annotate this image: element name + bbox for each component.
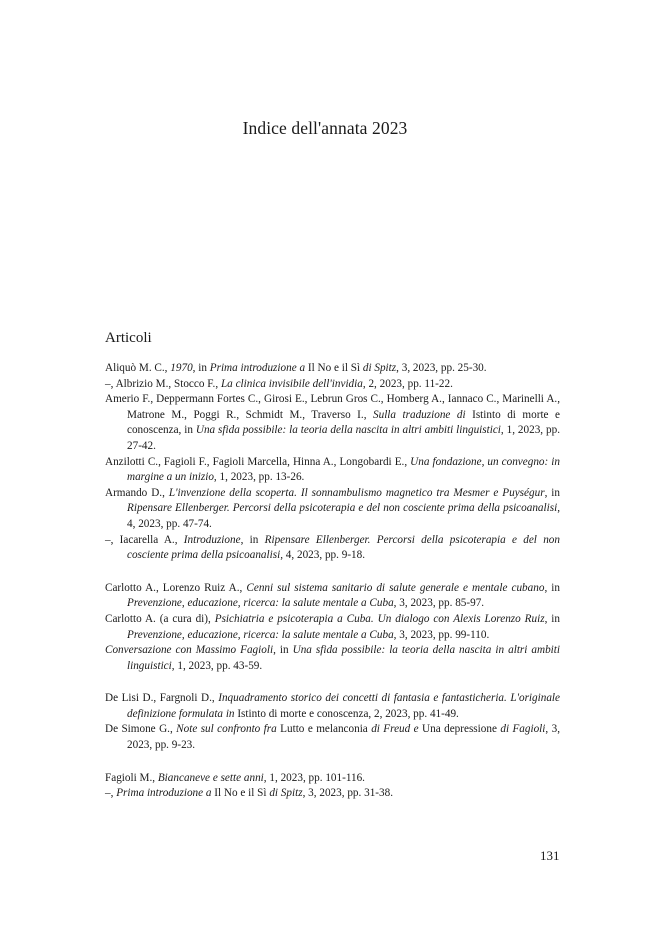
- text-segment: , in: [192, 362, 210, 374]
- index-entry: [105, 486, 560, 533]
- italic-title-segment: Prima introduzione a: [116, 787, 212, 800]
- text-segment: De Lisi D., Fargnoli D.,: [105, 692, 219, 705]
- group-spacer: [105, 564, 560, 581]
- text-segment: , in: [544, 581, 560, 594]
- italic-title-segment: Biancaneve e sette anni: [157, 771, 264, 784]
- italic-title-segment: Note sul confronto fra: [176, 723, 277, 736]
- text-segment: Una depressione: [418, 723, 501, 736]
- index-entry: [105, 612, 560, 643]
- italic-title-segment: di Fagioli: [500, 723, 546, 736]
- text-segment: Amerio F., Deppermann Fortes C., Girosi E., Lebrun Gros C., Homberg A., Iannaco C., Marinelli A., Matrone M., Poggi R., Schmidt M., Traverso I.,: [105, 393, 560, 421]
- text-segment: Armando D.,: [105, 486, 169, 499]
- italic-title-segment: Psichiatria e psicoterapia a Cuba. Un dialogo con Alexis Lorenzo Ruiz: [214, 612, 545, 625]
- text-segment: Il No e il Sì: [305, 362, 363, 374]
- page-number: 131: [540, 848, 560, 863]
- text-segment: Carlotto A., Lorenzo Ruiz A.,: [105, 581, 247, 594]
- text-segment: , 1, 2023, pp. 27-42.: [127, 424, 560, 452]
- italic-title-segment: di Spitz: [362, 362, 397, 374]
- text-segment: , in: [240, 533, 265, 546]
- text-segment: Fagioli M.,: [105, 771, 158, 784]
- text-segment: , 4, 2023, pp. 9-18.: [280, 549, 366, 562]
- italic-title-segment: Ripensare Ellenberger. Percorsi della psicoterapia e del non cosciente prima della psicoanalisi: [127, 533, 560, 562]
- index-entry: [105, 533, 560, 564]
- text-segment: , 2, 2023, pp. 11-22.: [362, 377, 453, 390]
- italic-title-segment: di Spitz: [269, 787, 303, 800]
- text-segment: Istinto di morte e conoscenza, 2, 2023, pp. 41-49.: [234, 707, 459, 720]
- group-spacer: [105, 674, 560, 691]
- text-segment: De Simone G.,: [105, 723, 177, 736]
- italic-title-segment: Ripensare Ellenberger. Percorsi della psicoterapia e del non cosciente prima della psicoanalisi: [127, 502, 558, 515]
- index-entry: [105, 377, 560, 393]
- text-segment: –, Iacarella A.,: [105, 533, 184, 546]
- index-entry: [105, 643, 560, 674]
- italic-title-segment: L'invenzione della scoperta. Il sonnambulismo magnetico tra Mesmer e Puységur: [168, 486, 545, 499]
- text-segment: , 3, 2023, pp. 85-97.: [393, 597, 485, 610]
- index-entry: [105, 691, 560, 722]
- text-segment: Anzilotti C., Fagioli F., Fagioli Marcella, Hinna A., Longobardi E.,: [105, 455, 411, 468]
- text-segment: , in: [273, 644, 293, 657]
- text-segment: , in: [544, 612, 561, 625]
- italic-title-segment: Una sfida possibile: la teoria della nascita in altri ambiti linguistici: [127, 644, 560, 672]
- italic-title-segment: Prevenzione, educazione, ricerca: la salute mentale a Cuba: [127, 628, 394, 641]
- text-segment: –,: [105, 787, 117, 800]
- text-segment: , 1, 2023, pp. 101-116.: [263, 771, 365, 784]
- index-entry: [105, 722, 560, 753]
- italic-title-segment: Introduzione: [183, 533, 241, 546]
- text-segment: , 3, 2023, pp. 9-23.: [127, 723, 561, 752]
- text-segment: Aliquò M. C.,: [105, 362, 171, 374]
- text-segment: Carlotto A. (a cura di),: [105, 612, 215, 625]
- italic-title-segment: di Freud e: [371, 723, 419, 736]
- text-segment: , 4, 2023, pp. 47-74.: [127, 502, 560, 530]
- text-segment: Istinto di morte e conoscenza, in: [127, 408, 560, 437]
- italic-title-segment: Inquadramento storico dei concetti di fantasia e fantasticheria. L'originale definizione formulata in: [127, 692, 560, 720]
- text-segment: –, Albrizio M., Stocco F.,: [105, 377, 221, 390]
- index-entry: [105, 361, 560, 377]
- index-entry: [105, 455, 560, 486]
- index-entry: [105, 771, 560, 787]
- text-segment: , 1, 2023, pp. 13-26.: [213, 471, 305, 484]
- italic-title-segment: Cenni sul sistema sanitario di salute generale e mentale cubano: [246, 581, 545, 594]
- index-entry: [105, 786, 560, 802]
- italic-title-segment: Sulla traduzione di: [373, 408, 466, 421]
- index-list: [105, 361, 560, 802]
- text-segment: , 3, 2023, pp. 31-38.: [302, 787, 394, 800]
- text-segment: , in: [544, 486, 561, 499]
- index-entry: [105, 581, 560, 612]
- italic-title-segment: Prevenzione, educazione, ricerca: la salute mentale a Cuba: [127, 597, 394, 610]
- italic-title-segment: 1970: [170, 362, 193, 374]
- text-segment: Il No e il Sì: [211, 787, 270, 800]
- index-entry: [105, 392, 560, 454]
- page-title: Indice dell'annata 2023: [242, 118, 408, 138]
- italic-title-segment: Una fondazione, un convegno: in margine a un inizio: [127, 455, 560, 484]
- section-heading: Articoli: [105, 330, 152, 346]
- italic-title-segment: Conversazione con Massimo Fagioli: [105, 644, 274, 657]
- text-segment: Lutto e melanconia: [276, 723, 372, 736]
- text-segment: , 3, 2023, pp. 25-30.: [396, 362, 487, 374]
- italic-title-segment: Una sfida possibile: la teoria della nascita in altri ambiti linguistici: [195, 424, 501, 437]
- text-segment: , 1, 2023, pp. 43-59.: [171, 659, 263, 672]
- italic-title-segment: Prima introduzione a: [209, 362, 306, 374]
- group-spacer: [105, 754, 560, 771]
- italic-title-segment: La clinica invisibile dell'invidia: [220, 377, 363, 390]
- text-segment: , 3, 2023, pp. 99-110.: [393, 628, 490, 641]
